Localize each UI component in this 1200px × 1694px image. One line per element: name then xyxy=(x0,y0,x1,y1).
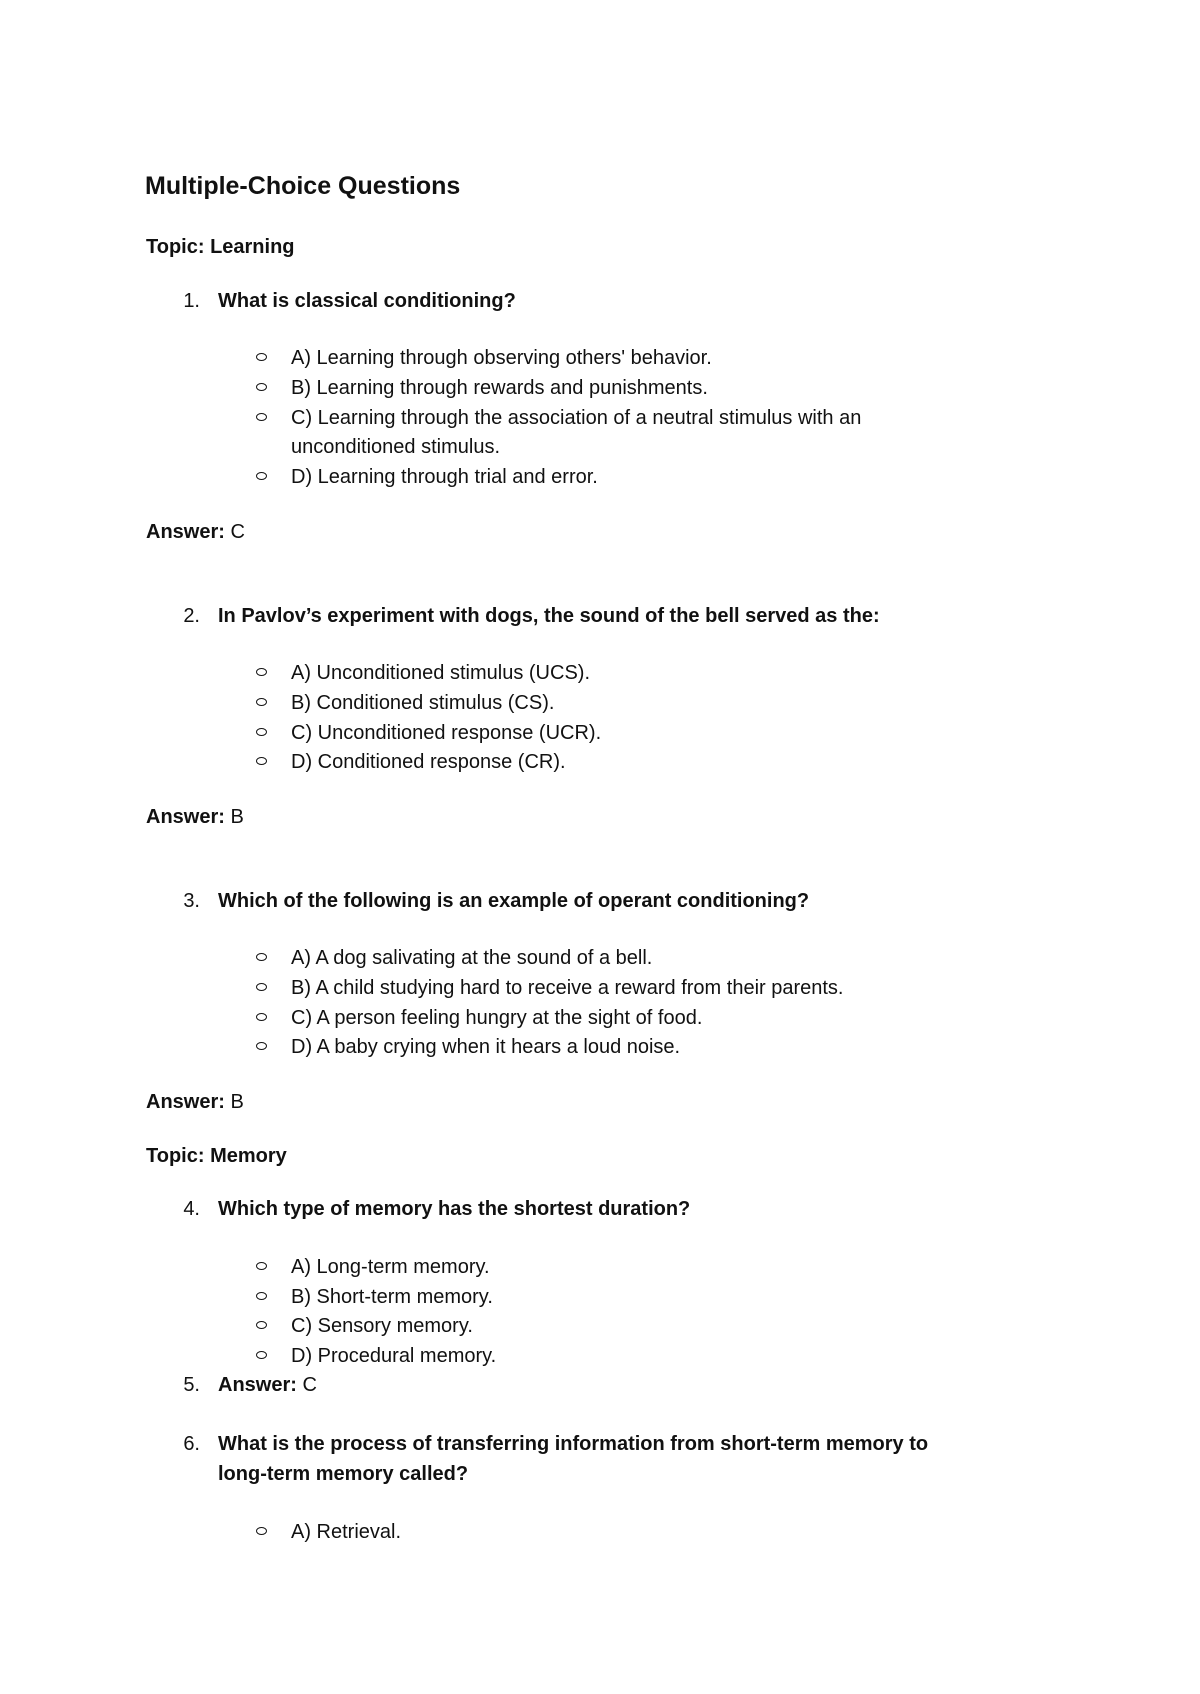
option-text: A) Learning through observing others' behavior. xyxy=(291,347,712,369)
bullet-icon xyxy=(256,983,267,991)
option-text: B) Short-term memory. xyxy=(291,1286,493,1308)
answer-line xyxy=(146,521,245,544)
option-text: D) Procedural memory. xyxy=(291,1345,497,1367)
option-text: C) A person feeling hungry at the sight of food. xyxy=(291,1007,703,1029)
bullet-icon xyxy=(256,757,267,765)
answer-value: B xyxy=(230,806,244,828)
list-number: 5. xyxy=(183,1374,200,1396)
bullet-icon xyxy=(256,1321,267,1329)
question-number: 1. xyxy=(183,290,200,312)
option-text-continued: unconditioned stimulus. xyxy=(291,436,501,458)
bullet-icon xyxy=(256,353,267,361)
question-number: 2. xyxy=(183,605,200,627)
bullet-icon xyxy=(256,1351,267,1359)
question-text-continued: long-term memory called? xyxy=(218,1463,469,1485)
answer-value: B xyxy=(230,1091,244,1113)
option-text: A) A dog salivating at the sound of a bell. xyxy=(291,947,653,969)
option-text: C) Learning through the association of a neutral stimulus with an xyxy=(291,407,862,429)
question-number: 3. xyxy=(183,890,200,912)
bullet-icon xyxy=(256,668,267,676)
question-text: Which of the following is an example of operant conditioning? xyxy=(218,890,810,912)
topic-heading-learning: Topic: Learning xyxy=(146,236,295,258)
option-text: D) Learning through trial and error. xyxy=(291,466,598,488)
bullet-icon xyxy=(256,1013,267,1021)
answer-value: C xyxy=(302,1374,317,1396)
answer-label: Answer: xyxy=(146,1091,225,1113)
bullet-icon xyxy=(256,1292,267,1300)
option-text: C) Unconditioned response (UCR). xyxy=(291,722,602,744)
option-text: B) Conditioned stimulus (CS). xyxy=(291,692,555,714)
question-text: What is classical conditioning? xyxy=(218,290,516,312)
topic-heading-memory: Topic: Memory xyxy=(146,1145,287,1167)
question-number: 4. xyxy=(183,1198,200,1220)
option-text: B) A child studying hard to receive a reward from their parents. xyxy=(291,977,844,999)
answer-line xyxy=(146,806,244,829)
bullet-icon xyxy=(256,1527,267,1535)
question-text: Which type of memory has the shortest duration? xyxy=(218,1198,691,1220)
bullet-icon xyxy=(256,728,267,736)
option-text: A) Unconditioned stimulus (UCS). xyxy=(291,662,590,684)
answer-value: C xyxy=(230,521,245,543)
bullet-icon xyxy=(256,698,267,706)
answer-line xyxy=(218,1374,317,1397)
bullet-icon xyxy=(256,383,267,391)
option-text: B) Learning through rewards and punishments. xyxy=(291,377,708,399)
question-text: What is the process of transferring information from short-term memory to xyxy=(218,1433,929,1455)
option-text: A) Long-term memory. xyxy=(291,1256,490,1278)
option-text: A) Retrieval. xyxy=(291,1521,402,1543)
option-text: D) Conditioned response (CR). xyxy=(291,751,566,773)
answer-line xyxy=(146,1091,244,1114)
answer-label: Answer: xyxy=(146,806,225,828)
answer-label: Answer: xyxy=(146,521,225,543)
bullet-icon xyxy=(256,1262,267,1270)
question-number: 6. xyxy=(183,1433,200,1455)
question-text: In Pavlov’s experiment with dogs, the sound of the bell served as the: xyxy=(218,605,880,627)
bullet-icon xyxy=(256,953,267,961)
bullet-icon xyxy=(256,472,267,480)
bullet-icon xyxy=(256,413,267,421)
bullet-icon xyxy=(256,1042,267,1050)
option-text: C) Sensory memory. xyxy=(291,1315,473,1337)
option-text: D) A baby crying when it hears a loud noise. xyxy=(291,1036,681,1058)
answer-label: Answer: xyxy=(218,1374,297,1396)
page-title: Multiple-Choice Questions xyxy=(145,172,461,200)
